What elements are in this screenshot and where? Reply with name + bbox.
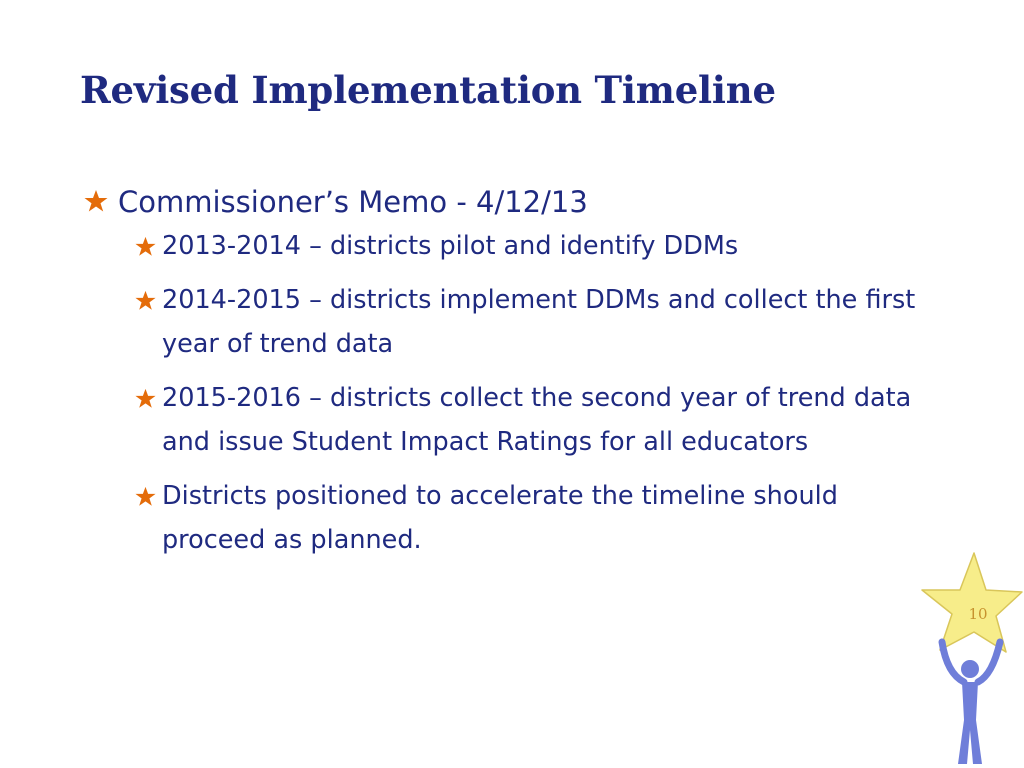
sub-bullet-text: 2015-2016 – districts collect the second year of trend data and issue Student Impact Ratings for all educators (162, 383, 912, 457)
star-icon (135, 486, 156, 507)
page-number: 10 (968, 605, 988, 623)
sub-bullet-item (82, 376, 942, 464)
mascot-head (961, 660, 979, 678)
bullet-text: Commissioner’s Memo - 4/12/13 (118, 185, 588, 219)
bullet-list (82, 182, 962, 572)
sub-bullet-text: 2014-2015 – districts implement DDMs and collect the first year of trend data (162, 285, 916, 359)
sub-bullet-item (82, 474, 942, 562)
sub-bullet-text: 2013-2014 – districts pilot and identify DDMs (162, 231, 739, 261)
mascot-star-icon (922, 553, 1022, 652)
star-icon (135, 290, 156, 311)
sub-bullet-item (82, 224, 942, 268)
star-icon (135, 236, 156, 257)
bullet-item (82, 182, 962, 222)
slide-title: Revised Implementation Timeline (80, 68, 776, 112)
person-holding-star-icon (912, 550, 1024, 768)
star-icon (84, 189, 108, 213)
sub-bullet-item (82, 278, 942, 366)
sub-bullet-text: Districts positioned to accelerate the timeline should proceed as planned. (162, 481, 838, 555)
mascot-body (958, 682, 982, 764)
star-icon (135, 388, 156, 409)
